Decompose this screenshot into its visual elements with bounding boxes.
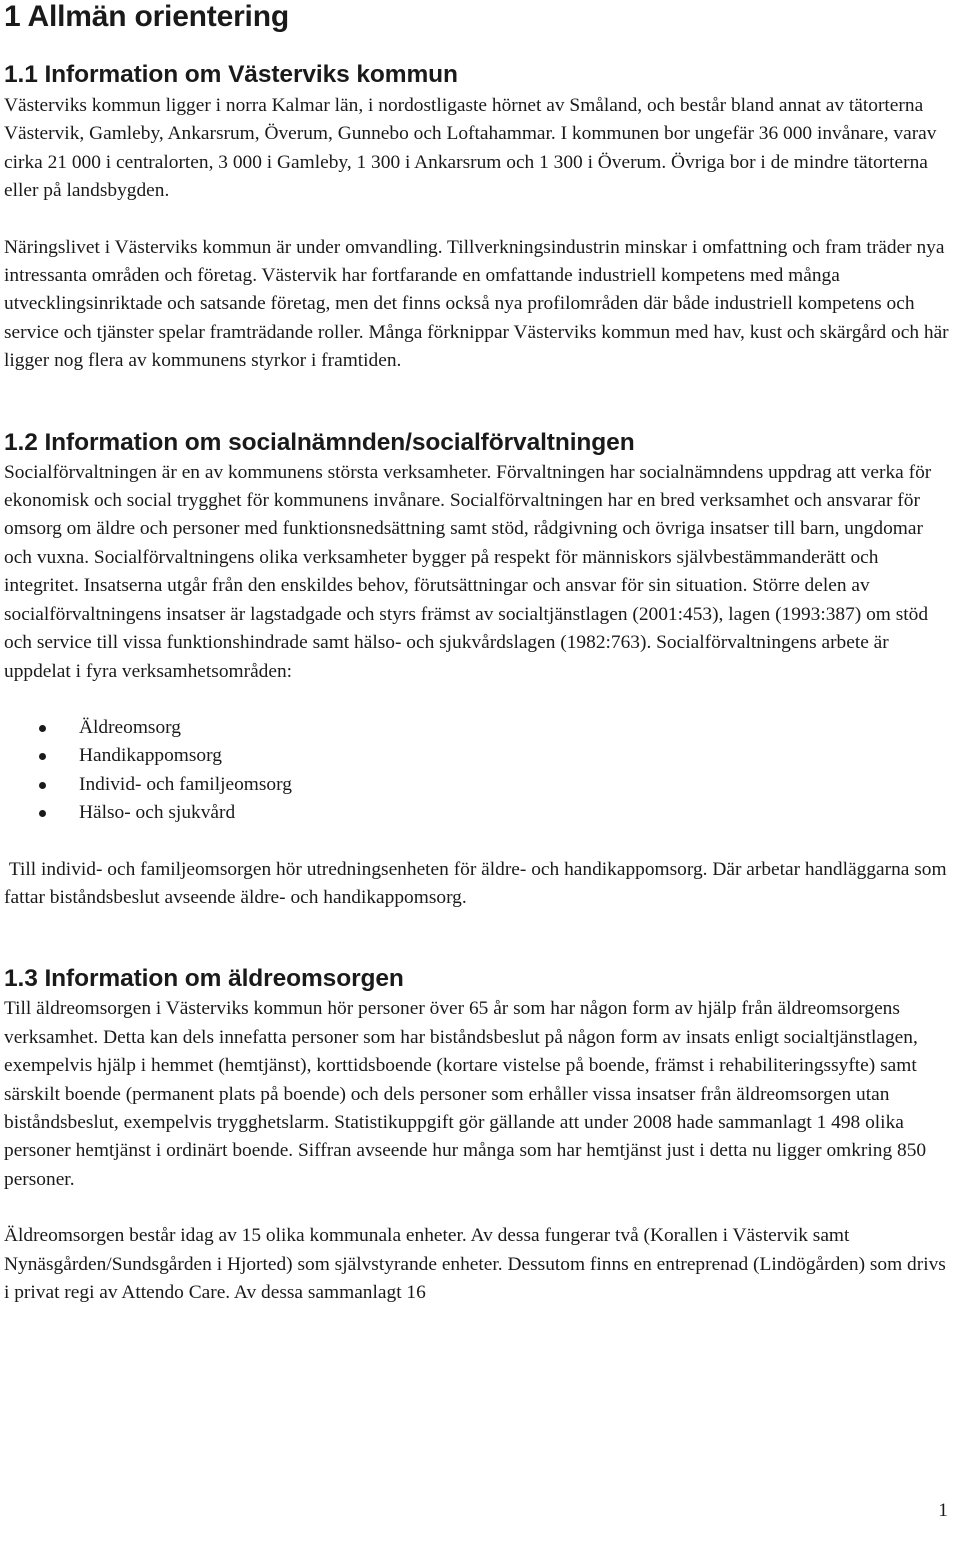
list-item: Handikappomsorg (4, 742, 954, 770)
section-1-1-paragraph-1: Västerviks kommun ligger i norra Kalmar län, i nordostligaste hörnet av Småland, och består bland annat av tätorterna Västervik, Gamleby, Ankarsrum, Överum, Gunnebo och Loftahammar. I kommunen bor ungefär 36 000 invånare, varav cirka 21 000 i centralorten, 3 000 i Gamleby, 1 300 i Ankarsrum och 1 300 i Överum. Övriga bor i de mindre tätorterna eller på landsbygden. (4, 95, 937, 202)
section-heading-1-1: 1.1 Information om Västerviks kommun (4, 61, 458, 88)
section-heading-1-2: 1.2 Information om socialnämnden/socialförvaltningen (4, 428, 635, 456)
section-1-3-paragraph-2: Äldreomsorgen består idag av 15 olika kommunala enheter. Av dessa fungerar två (Korallen i Västervik samt Nynäsgården/Sundsgården i Hjorted) som självstyrande enheter. Dessutom finns en entreprenad (Lindögården) som drivs i privat regi av Attendo Care. Av dessa sammanlagt 16 (4, 1225, 946, 1303)
list-item: Äldreomsorg (4, 714, 954, 742)
verksamhetsomraden-list (4, 714, 954, 828)
bullet-icon (39, 810, 46, 817)
section-heading-1-3: 1.3 Information om äldreomsorgen (4, 965, 404, 993)
section-1-2-paragraph-1: Socialförvaltningen är en av kommunens största verksamheter. Förvaltningen har socialnämndens uppdrag att verka för ekonomisk och social trygghet för kommunens invånare. Socialförvaltningen har en bred verksamhet och ansvarar för omsorg om äldre och personer med funktionsnedsättning samt stöd, rådgivning och övriga insatser till barn, ungdomar och vuxna. Socialförvaltningens olika verksamheter bygger på respekt för människors självbestämmanderätt och integritet. Insatserna utgår från den enskildes behov, förutsättningar och ansvar för sin situation. Större delen av socialförvaltningens insatser är lagstadgade och styrs främst av socialtjänstlagen (2001:453), lagen (1993:387) om stöd och service till vissa funktionshindrade samt hälso- och sjukvårdslagen (1982:763). Socialförvaltningens arbete är uppdelat i fyra verksamhetsområden: (4, 461, 932, 682)
list-item: Hälso- och sjukvård (4, 799, 954, 827)
bullet-icon (39, 782, 46, 789)
bullet-icon (39, 725, 46, 732)
list-item: Individ- och familjeomsorg (4, 771, 954, 799)
document-page (4, 0, 954, 1307)
section-1-2-paragraph-2: Till individ- och familjeomsorgen hör utredningsenheten för äldre- och handikappomsorg. Där arbetar handläggarna som fattar biståndsbeslut avseende äldre- och handikappomsorg. (4, 858, 952, 908)
page-number: 1 (938, 1500, 948, 1521)
chapter-heading: 1 Allmän orientering (4, 0, 289, 33)
bullet-icon (39, 753, 46, 760)
section-1-1-paragraph-2: Näringslivet i Västerviks kommun är under omvandling. Tillverkningsindustrin minskar i omfattning och fram träder nya intressanta områden och företag. Västervik har fortfarande en omfattande industriell kompetens med många utvecklingsinriktade och satsande företag, men det finns också nya profilområden där både industriell kompetens och service och tjänster spelar framträdande roller. Många förknippar Västerviks kommun med hav, kust och skärgård och här ligger nog flera av kommunens styrkor i framtiden. (4, 236, 949, 372)
section-1-3-paragraph-1: Till äldreomsorgen i Västerviks kommun hör personer över 65 år som har någon form av hjälp från äldreomsorgens verksamhet. Detta kan dels innefatta personer som har biståndsbeslut på någon form av insats enligt socialtjänstlagen, exempelvis hjälp i hemmet (hemtjänst), korttidsboende (kortare vistelse på boende, främst i rehabiliteringssyfte) samt särskilt boende (permanent plats på boende) och dels personer som erhåller vissa insatser från äldreomsorgen utan biståndsbeslut, exempelvis trygghetslarm. Statistikuppgift gör gällande att under 2008 hade sammanlagt 1 498 olika personer hemtjänst i ordinärt boende. Siffran avseende hur många som har hemtjänst just i detta nu ligger omkring 850 personer. (4, 998, 927, 1190)
